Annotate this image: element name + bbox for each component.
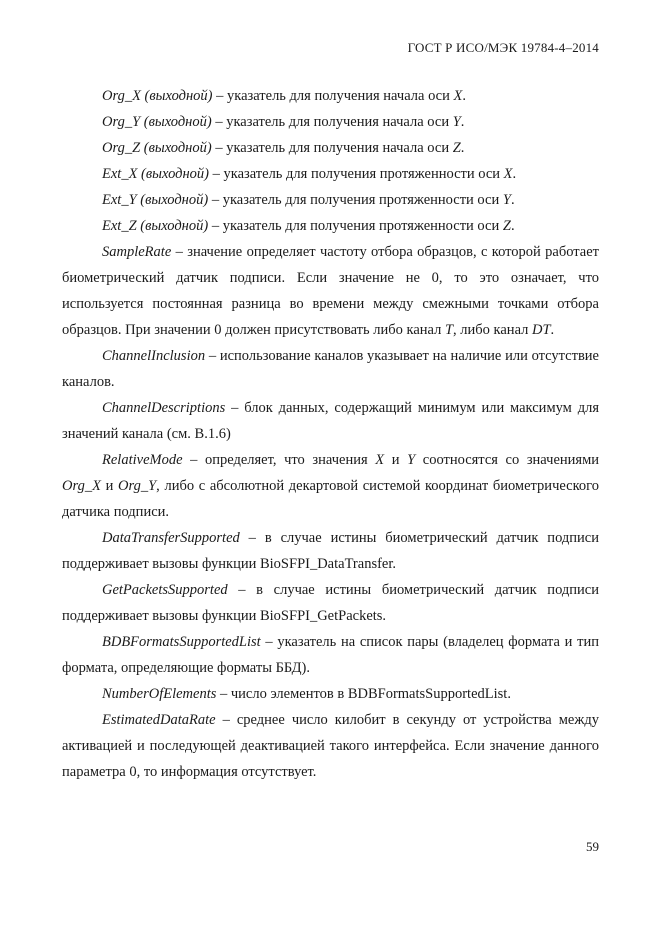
definition-text: , либо канал — [453, 322, 532, 338]
definition-get-packets-supported — [62, 577, 599, 629]
page-number: 59 — [586, 839, 599, 854]
definition-text: – значение определяет частоту отбора образцов, с которой работает биометрический датчик подписи. Если значение не 0, то это означает, что используется постоянная разница во времени между смежными точками отбора образцов. При значении 0 должен присутствовать либо канал — [62, 244, 599, 338]
axis-variable: Y — [452, 114, 461, 130]
term: Ext_X (выходной) — [102, 166, 209, 182]
definition-text: – блок данных, содержащий минимум или максимум для значений канала (см. В.1.6) — [62, 400, 599, 442]
axis-variable: Z — [502, 218, 511, 234]
definition-bdb-formats-supported-list — [62, 629, 599, 681]
definition-ext-x — [62, 161, 599, 187]
term: Org_Y (выходной) — [102, 114, 212, 130]
sentence-end: . — [510, 218, 515, 234]
term: Ext_Y (выходной) — [102, 192, 209, 208]
definition-sample-rate — [62, 239, 599, 343]
definition-text: – в случае истины биометрический датчик подписи поддерживает вызовы функции BioSFPI_DataTransfer. — [62, 530, 599, 572]
axis-variable: X — [375, 452, 385, 468]
sentence-end: . — [510, 192, 515, 208]
axis-variable: Y — [502, 192, 511, 208]
definition-channel-descriptions — [62, 395, 599, 447]
origin-variable: Org_X — [62, 478, 101, 494]
definition-text: – указатель для получения начала оси — [211, 114, 453, 130]
axis-variable: Z — [452, 140, 461, 156]
definition-relative-mode — [62, 447, 599, 525]
definition-text: – среднее число килобит в секунду от устройства между активацией и последующей деактивацией такого интерфейса. Если значение данного параметра 0, то информация отсутствует. — [62, 712, 599, 780]
definition-text: – определяет, что значения — [182, 452, 376, 468]
term: EstimatedDataRate — [102, 712, 216, 728]
definition-text: – в случае истины биометрический датчик подписи поддерживает вызовы функции BioSFPI_GetPackets. — [62, 582, 599, 624]
definition-org-y — [62, 109, 599, 135]
definition-text: и — [100, 478, 119, 494]
sentence-end: . — [462, 88, 466, 104]
definition-text: – указатель для получения начала оси — [211, 140, 453, 156]
definition-data-transfer-supported — [62, 525, 599, 577]
origin-variable: Org_Y — [118, 478, 157, 494]
definition-text: , либо с абсолютной декартовой системой координат биометрического датчика подписи. — [62, 478, 599, 520]
term: ChannelDescriptions — [102, 400, 226, 416]
term: BDBFormatsSupportedList — [102, 634, 261, 650]
term: RelativeMode — [102, 452, 183, 468]
document-header: ГОСТ Р ИСО/МЭК 19784-4–2014 — [407, 40, 599, 55]
term: GetPacketsSupported — [102, 582, 228, 598]
term: Ext_Z (выходной) — [102, 218, 209, 234]
term: DataTransferSupported — [102, 530, 240, 546]
term: SampleRate — [102, 244, 172, 260]
term: ChannelInclusion — [102, 348, 206, 364]
channel-variable: T — [444, 322, 454, 338]
term: Org_Z (выходной) — [102, 140, 212, 156]
definition-ext-z — [62, 213, 599, 239]
definition-text: – указатель для получения протяженности оси — [209, 166, 504, 182]
definition-text: и — [384, 452, 408, 468]
channel-variable: DT — [532, 322, 551, 338]
sentence-end: . — [460, 140, 465, 156]
definition-number-of-elements — [62, 681, 599, 707]
sentence-end: . — [460, 114, 465, 130]
definition-estimated-data-rate — [62, 707, 599, 785]
definition-ext-y — [62, 187, 599, 213]
definition-text: – число элементов в BDBFormatsSupportedList. — [216, 686, 511, 702]
definition-text: – указатель для получения протяженности оси — [208, 192, 503, 208]
sentence-end: . — [550, 322, 555, 338]
definition-org-z — [62, 135, 599, 161]
document-body — [62, 83, 599, 785]
definition-text: – указатель на список пары (владелец формата и тип формата, определяющие форматы ББД). — [62, 634, 599, 676]
axis-variable: X — [503, 166, 513, 182]
axis-variable: Y — [407, 452, 416, 468]
sentence-end: . — [512, 166, 517, 182]
definition-text: – использование каналов указывает на наличие или отсутствие каналов. — [62, 348, 599, 390]
definition-text: – указатель для получения протяженности оси — [208, 218, 503, 234]
term: Org_X (выходной) — [102, 88, 213, 104]
term: NumberOfElements — [102, 686, 217, 702]
definition-org-x — [62, 83, 599, 109]
definition-text: соотносятся со значениями — [415, 452, 600, 468]
definition-channel-inclusion — [62, 343, 599, 395]
axis-variable: X — [453, 88, 463, 104]
definition-text: – указатель для получения начала оси — [212, 88, 454, 104]
